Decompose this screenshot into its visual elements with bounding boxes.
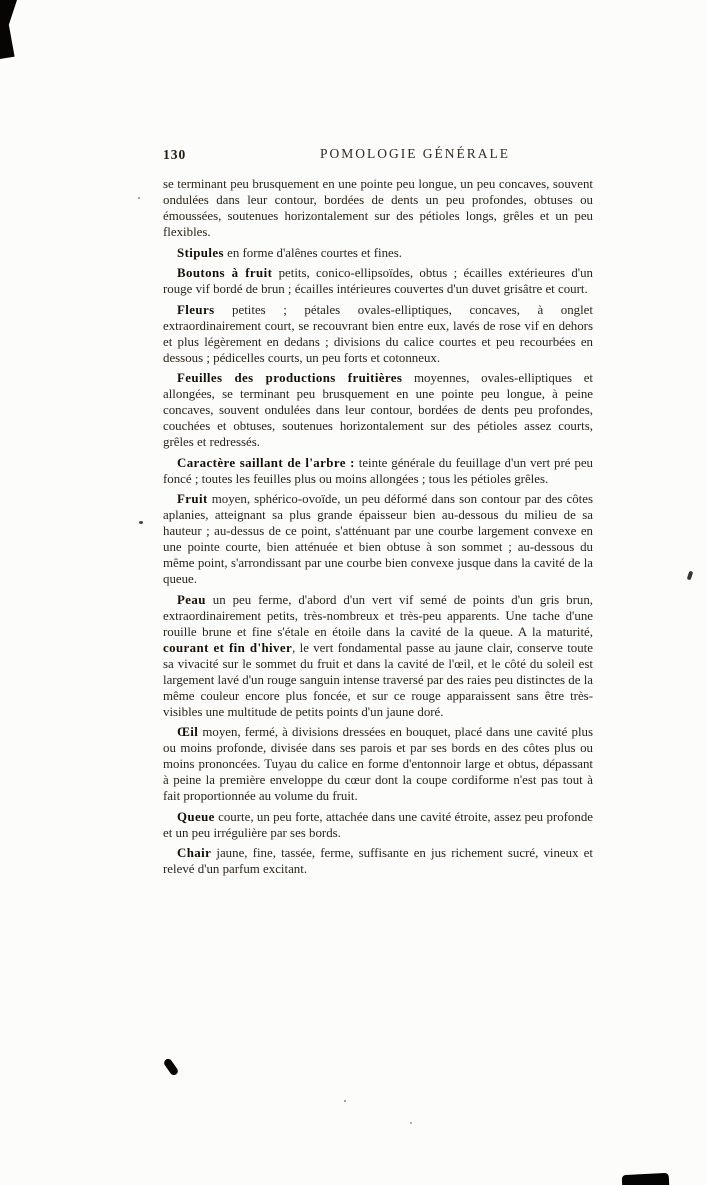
running-title: POMOLOGIE GÉNÉRALE xyxy=(319,146,511,161)
text-run: un peu ferme, d'abord d'un vert vif semé de points d'un gris brun, extraordinairement petits, très-nombreux et très-peu apparents. Une tache d'une rouille brune et fine s'étale en étoile dans la cavité de la queue. A la maturité, xyxy=(163,592,593,639)
paragraph-boutons-a-fruit xyxy=(163,265,593,297)
headword: Stipules xyxy=(177,245,224,260)
paragraph-continuation xyxy=(163,176,593,240)
page-body xyxy=(163,176,593,882)
text-run: en forme d'alênes courtes et fines. xyxy=(223,245,402,260)
paragraph-oeil xyxy=(163,724,593,804)
paragraph-queue xyxy=(163,809,593,841)
paragraph-stipules xyxy=(163,245,593,261)
text-run: courte, un peu forte, attachée dans une cavité étroite, assez peu profonde et un peu irrégulière par ses bords. xyxy=(163,809,593,840)
headword: Chair xyxy=(177,846,212,860)
ink-blot-mark xyxy=(163,1057,180,1076)
page-header xyxy=(163,146,593,166)
paragraph-chair xyxy=(163,845,593,877)
paragraph-peau xyxy=(163,592,593,720)
paragraph-fruit xyxy=(163,491,593,587)
headword: courant et fin d'hiver xyxy=(163,640,293,655)
paragraph-caractere-saillant xyxy=(163,455,593,487)
headword: Feuilles des productions fruitières xyxy=(177,371,403,385)
headword: Œil xyxy=(177,725,199,739)
text-run: petits, conico-ellipsoïdes, obtus ; écailles extérieures d'un rouge vif bordé de brun ; écailles intérieures couvertes d'un duvet grisâtre et court. xyxy=(163,266,593,296)
paper-speck xyxy=(139,521,143,524)
headword: Queue xyxy=(177,809,215,824)
headword: Fleurs xyxy=(177,302,215,317)
page-number: 130 xyxy=(163,147,187,162)
stray-ink-mark xyxy=(687,571,694,581)
text-run: teinte générale du feuillage d'un vert pré peu foncé ; toutes les feuilles plus ou moins allongées ; tous les pétioles grêles. xyxy=(163,455,593,486)
paper-speck xyxy=(344,1100,346,1102)
text-run: se terminant peu brusquement en une pointe peu longue, un peu concaves, souvent ondulées dans leur contour, bordées de dents un peu profondes, obtuses ou émoussées, soutenues horizontalement sur des pétioles longs, grêles et un peu flexibles. xyxy=(163,177,593,239)
paper-speck xyxy=(410,1122,412,1124)
paragraph-feuilles xyxy=(163,370,593,450)
headword: Fruit xyxy=(177,492,208,506)
text-run: petites ; pétales ovales-elliptiques, concaves, à onglet extraordinairement court, se recouvrant bien entre eux, lavés de rose vif en dehors et plus légèrement en dedans ; divisions du calice courtes et peu recourbées en dessous ; pédicelles courts, un peu forts et cotonneux. xyxy=(163,302,593,365)
paragraph-fleurs xyxy=(163,302,593,366)
headword: Caractère saillant de l'arbre : xyxy=(177,455,355,470)
headword: Peau xyxy=(177,592,206,607)
text-run: moyennes, ovales-elliptiques et allongées, se terminant peu brusquement en une pointe peu longue, à peine concaves, souvent ondulées dans leur contour, bordées de dents peu profondes, couchées et obtuses, soutenues horizontalement sur des pétioles assez courts, grêles et redressés. xyxy=(163,371,593,449)
scan-corner-artifact xyxy=(0,0,17,59)
headword: Boutons à fruit xyxy=(177,266,273,280)
scan-edge-artifact xyxy=(622,1173,670,1185)
text-run: moyen, fermé, à divisions dressées en bouquet, placé dans une cavité plus ou moins profonde, divisée dans ses parois et par ses bords en des côtes plus ou moins prononcées. Tuyau du calice en forme d'entonnoir large et obtus, dépassant à peine la première enveloppe du cœur dont la coupe cordiforme n'est pas tout à fait proportionnée au volume du fruit. xyxy=(163,725,593,803)
text-run: jaune, fine, tassée, ferme, suffisante en jus richement sucré, vineux et relevé d'un parfum excitant. xyxy=(163,846,593,876)
text-run: moyen, sphérico-ovoïde, un peu déformé dans son contour par des côtes aplanies, atteignant sa plus grande épaisseur bien au-dessous du milieu de sa hauteur ; au-dessus de ce point, s'atténuant par une courbe largement convexe en une pointe courte, bien atténuée et bien obtuse à son sommet ; au-dessous du même point, s'arrondissant par une courbe bien convexe jusque dans la cavité de la queue. xyxy=(163,492,593,586)
text-run: , le vert fondamental passe au jaune clair, conserve toute sa vivacité sur le sommet du fruit et dans la cavité de l'œil, et le côté du soleil est largement lavé d'un rouge sanguin intense traversé par des raies peu distinctes de la même couleur encore plus foncée, et sur ce rouge apparaissent sans être très-visibles une multitude de petits points d'un jaune doré. xyxy=(163,640,593,719)
paper-speck xyxy=(138,197,140,199)
